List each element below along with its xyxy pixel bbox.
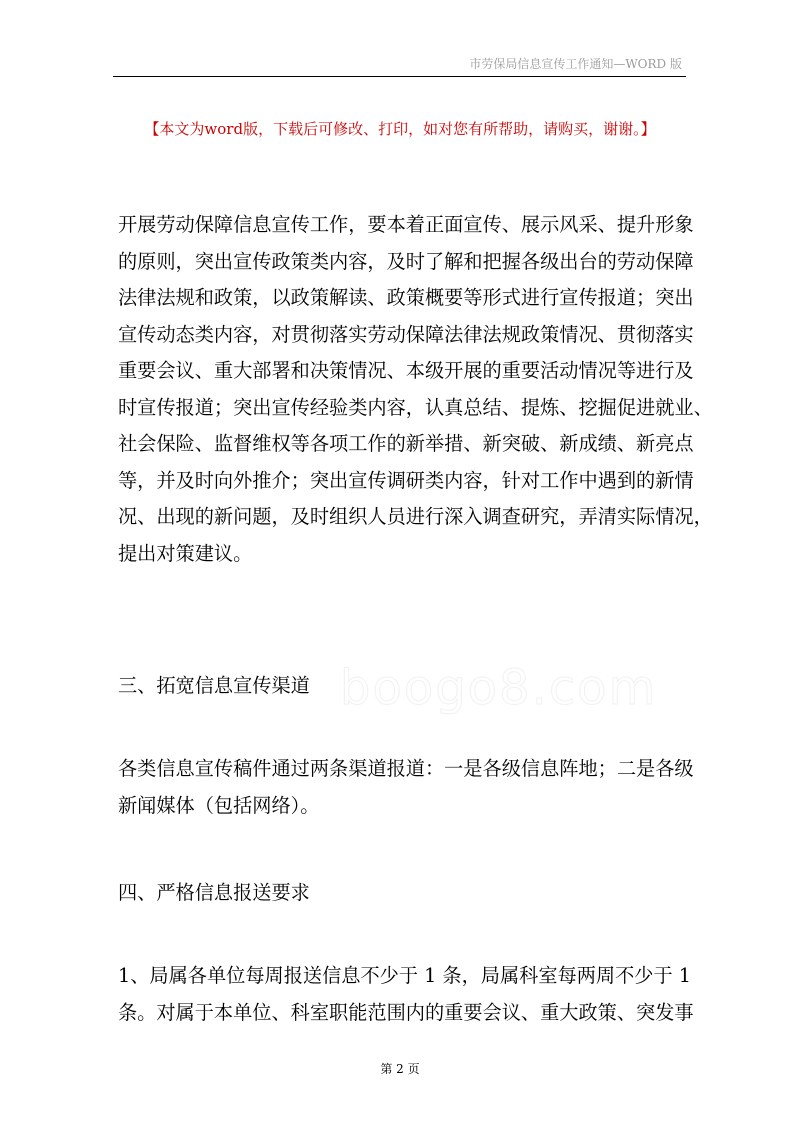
text-line: 新闻媒体（包括网络）。 xyxy=(118,793,320,817)
text-line: 宣传动态类内容，对贯彻落实劳动保障法律法规政策情况、贯彻落实 xyxy=(118,322,694,346)
text-line: 开展劳动保障信息宣传工作，要本着正面宣传、展示风采、提升形象 xyxy=(118,213,694,236)
running-header-title: 市劳保局信息宣传工作通知—WORD 版 xyxy=(469,57,682,71)
text-line: 等，并及时向外推介；突出宣传调研类内容，针对工作中遇到的新情 xyxy=(118,468,694,492)
paragraph-channels xyxy=(118,751,694,824)
text-line: 提出对策建议。 xyxy=(118,541,253,565)
purchase-notice: 【本文为word版，下载后可修改、打印，如对您有所帮助，请购买，谢谢。】 xyxy=(144,120,656,138)
section-heading-4: 四、严格信息报送要求 xyxy=(118,881,310,904)
text-line: 况、出现的新问题，及时组织人员进行深入调查研究，弄清实际情况， xyxy=(118,505,713,528)
text-line: 社会保险、监督维权等各项工作的新举措、新突破、新成绩、新亮点 xyxy=(118,432,694,455)
page-number: 第 2 页 xyxy=(380,1062,420,1076)
text-line: 1、局属各单位每周报送信息不少于 1 条，局属科室每两周不少于 1 xyxy=(118,964,691,987)
text-line: 的原则，突出宣传政策类内容，及时了解和把握各级出台的劳动保障 xyxy=(118,249,694,273)
paragraph-publicity-principles xyxy=(118,207,713,572)
text-line: 条。对属于本单位、科室职能范围内的重要会议、重大政策、突发事 xyxy=(118,1000,694,1024)
text-line: 重要会议、重大部署和决策情况、本级开展的重要活动情况等进行及 xyxy=(118,359,694,382)
watermark-logo: boogo8.com xyxy=(340,660,658,716)
paragraph-reporting-requirements xyxy=(118,958,694,1031)
text-line: 法律法规和政策，以政策解读、政策概要等形式进行宣传报道；突出 xyxy=(118,286,694,309)
text-line: 时宣传报道；突出宣传经验类内容，认真总结、提炼、挖掘促进就业、 xyxy=(118,395,713,419)
section-heading-3: 三、拓宽信息宣传渠道 xyxy=(118,674,310,697)
text-line: 各类信息宣传稿件通过两条渠道报道：一是各级信息阵地；二是各级 xyxy=(118,757,694,780)
header-divider xyxy=(113,76,686,77)
